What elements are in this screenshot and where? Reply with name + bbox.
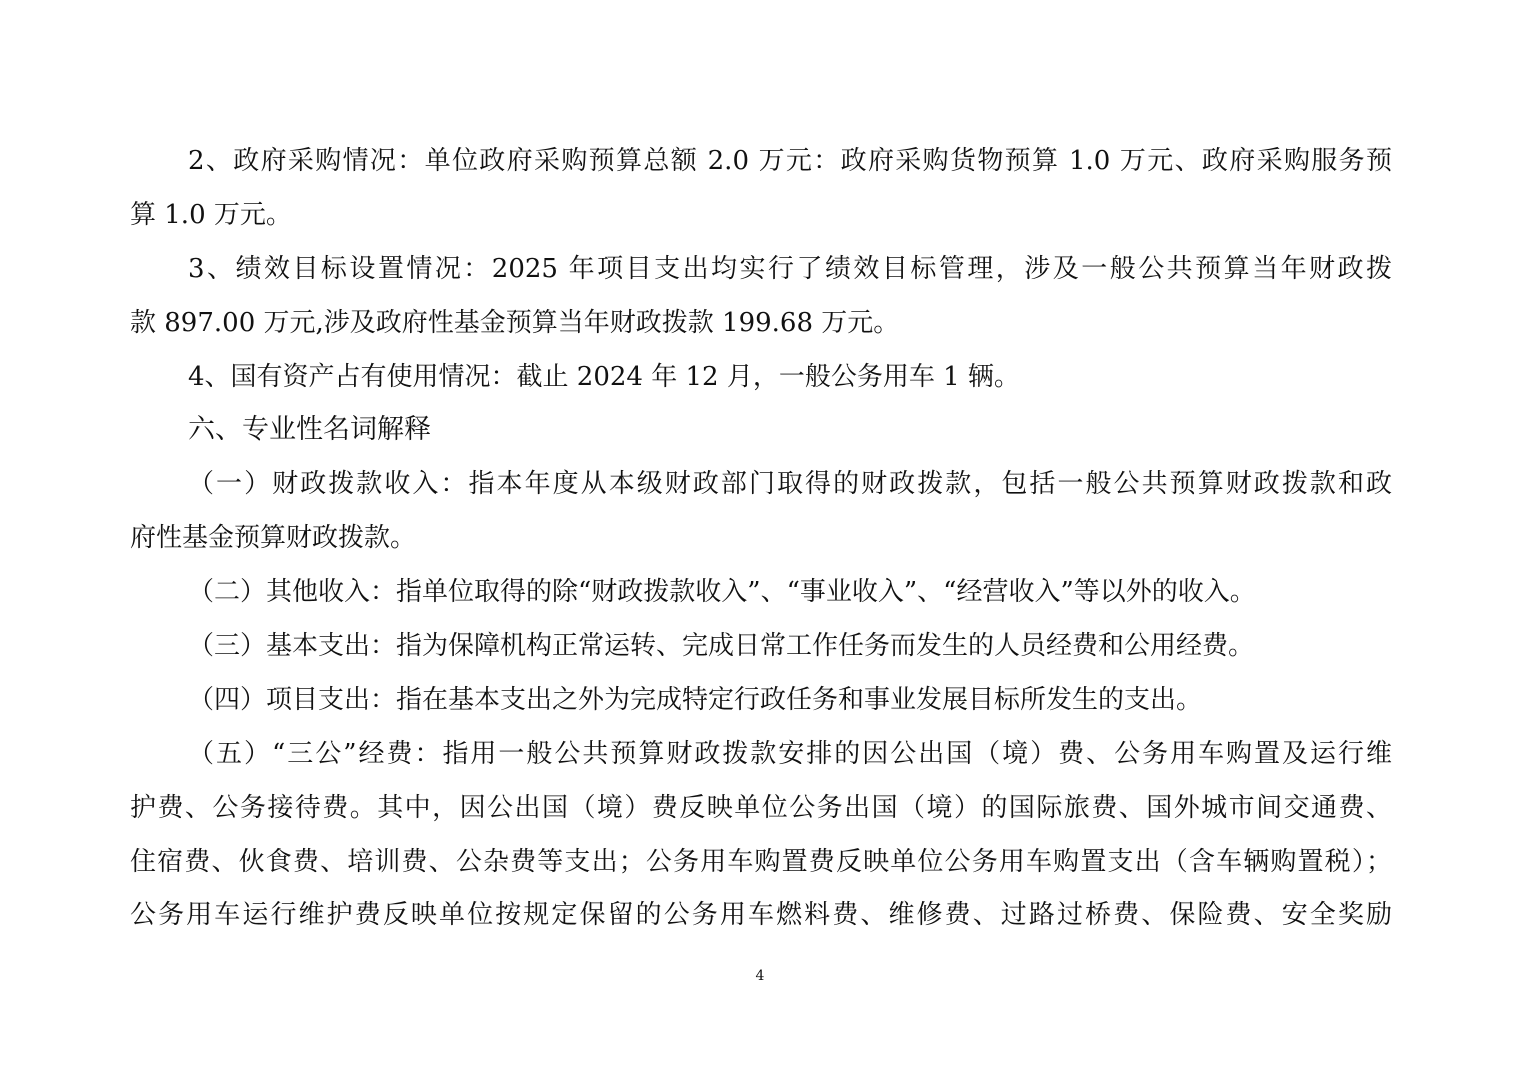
- paragraph-three-public-line-1: （五）“三公”经费：指用一般公共预算财政拨款安排的因公出国（境）费、公务用车购置及运行维: [188, 739, 1392, 769]
- paragraph-other-income-line-1: （二）其他收入：指单位取得的除“财政拨款收入”、“事业收入”、“经营收入”等以外的收入。: [188, 577, 1256, 607]
- paragraph-procurement-line-1: 2、政府采购情况：单位政府采购预算总额 2.0 万元：政府采购货物预算 1.0 万元、政府采购服务预: [188, 146, 1392, 176]
- paragraph-project-expenditure-line-1: （四）项目支出：指在基本支出之外为完成特定行政任务和事业发展目标所发生的支出。: [188, 685, 1203, 715]
- paragraph-procurement-line-2: 算 1.0 万元。: [130, 200, 292, 230]
- paragraph-performance-line-1: 3、绩效目标设置情况：2025 年项目支出均实行了绩效目标管理，涉及一般公共预算当年财政拨: [188, 254, 1392, 284]
- paragraph-fiscal-income-line-2: 府性基金预算财政拨款。: [130, 523, 417, 553]
- paragraph-three-public-line-2: 护费、公务接待费。其中，因公出国（境）费反映单位公务出国（境）的国际旅费、国外城市间交通费、: [130, 793, 1392, 823]
- paragraph-fiscal-income-line-1: （一）财政拨款收入：指本年度从本级财政部门取得的财政拨款，包括一般公共预算财政拨款和政: [188, 469, 1392, 499]
- paragraph-performance-line-2: 款 897.00 万元,涉及政府性基金预算当年财政拨款 199.68 万元。: [130, 308, 900, 338]
- paragraph-three-public-line-3: 住宿费、伙食费、培训费、公杂费等支出；公务用车购置费反映单位公务用车购置支出（含车辆购置税）；: [130, 847, 1392, 877]
- section-heading: 六、专业性名词解释: [188, 414, 431, 445]
- paragraph-assets-line-1: 4、国有资产占有使用情况：截止 2024 年 12 月，一般公务用车 1 辆。: [188, 362, 1020, 392]
- paragraph-basic-expenditure-line-1: （三）基本支出：指为保障机构正常运转、完成日常工作任务而发生的人员经费和公用经费。: [188, 631, 1255, 661]
- paragraph-three-public-line-4: 公务用车运行维护费反映单位按规定保留的公务用车燃料费、维修费、过路过桥费、保险费、安全奖励: [130, 900, 1392, 930]
- page-number: 4: [755, 968, 765, 984]
